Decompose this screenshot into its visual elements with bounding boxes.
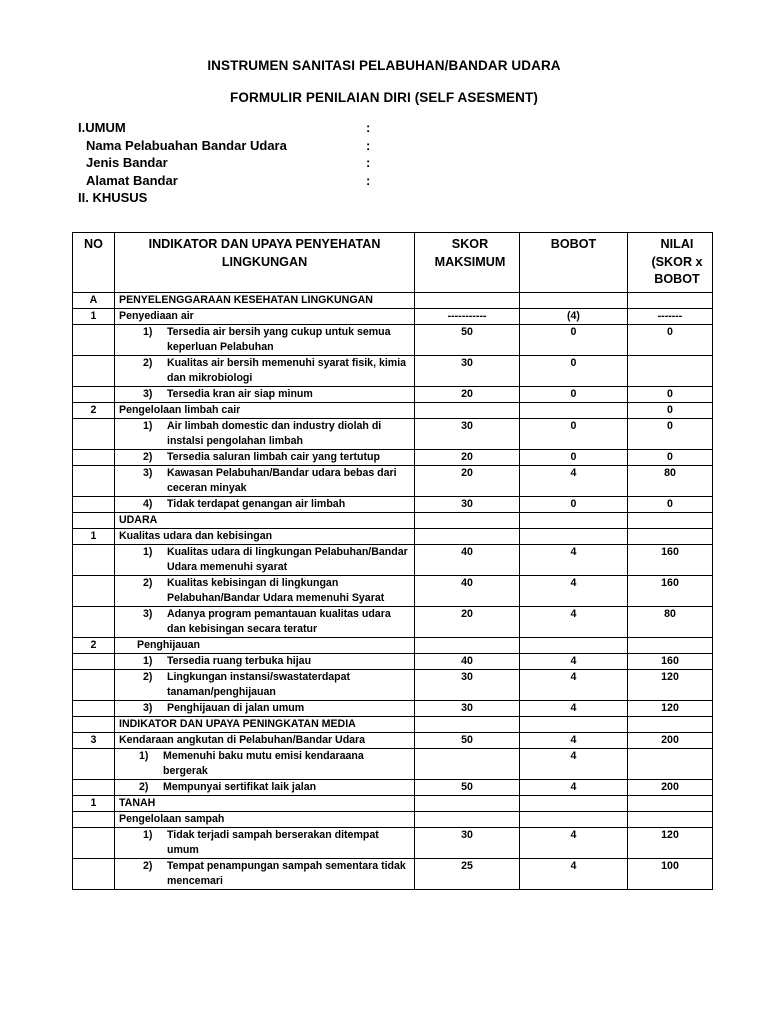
section-text: UDARA [119, 513, 158, 526]
row-indikator [115, 858, 415, 889]
row-indikator [115, 512, 415, 528]
item-index: 3) [143, 387, 153, 400]
row-number [73, 779, 115, 795]
row-number: 3 [73, 732, 115, 748]
row-nilai: 160 [628, 653, 713, 669]
info-label: I.UMUM [78, 120, 126, 135]
info-label: Nama Pelabuahan Bandar Udara [86, 137, 287, 153]
row-skor: 50 [415, 732, 520, 748]
row-nilai [628, 637, 713, 653]
row-bobot: 4 [520, 669, 628, 700]
item-index: 1) [139, 749, 149, 762]
section-text: INDIKATOR DAN UPAYA PENINGKATAN MEDIA [119, 717, 356, 730]
row-indikator [115, 355, 415, 386]
row-number [73, 606, 115, 637]
row-skor [415, 716, 520, 732]
column-header-skor: SKOR MAKSIMUM [415, 233, 520, 293]
row-number: 1 [73, 308, 115, 324]
row-nilai [628, 748, 713, 779]
item-text: Tidak terjadi sampah berserakan ditempat umum [167, 828, 379, 856]
info-colon: : [366, 120, 371, 135]
row-nilai: 0 [628, 324, 713, 355]
row-number [73, 748, 115, 779]
table-row [73, 449, 713, 465]
row-indikator [115, 292, 415, 308]
item-index: 2) [143, 859, 153, 872]
row-indikator [115, 732, 415, 748]
info-label: II. KHUSUS [78, 190, 148, 205]
row-skor [415, 528, 520, 544]
section-text: Pengelolaan sampah [119, 812, 225, 825]
row-indikator [115, 402, 415, 418]
item-index: 2) [139, 780, 149, 793]
row-skor [415, 811, 520, 827]
item-text: Kualitas air bersih memenuhi syarat fisik, kimia dan mikrobiologi [167, 356, 407, 384]
item-text: Tersedia air bersih yang cukup untuk semua keperluan Pelabuhan [167, 325, 391, 353]
row-bobot [520, 811, 628, 827]
row-number: A [73, 292, 115, 308]
row-bobot [520, 402, 628, 418]
item-index: 1) [143, 325, 153, 338]
row-nilai: 160 [628, 544, 713, 575]
row-skor: 50 [415, 324, 520, 355]
section-text: PENYELENGGARAAN KESEHATAN LINGKUNGAN [119, 293, 373, 306]
row-skor: 20 [415, 606, 520, 637]
row-indikator [115, 465, 415, 496]
row-bobot: 4 [520, 465, 628, 496]
row-number [73, 669, 115, 700]
row-skor [415, 637, 520, 653]
row-skor: 40 [415, 544, 520, 575]
row-bobot: (4) [520, 308, 628, 324]
table-row [73, 465, 713, 496]
row-nilai: 80 [628, 465, 713, 496]
row-bobot [520, 637, 628, 653]
row-indikator [115, 606, 415, 637]
table-row [73, 700, 713, 716]
table-header-row [73, 233, 713, 293]
table-row [73, 779, 713, 795]
column-header-no: NO [73, 233, 115, 293]
row-bobot: 0 [520, 324, 628, 355]
item-index: 1) [143, 419, 153, 432]
row-indikator [115, 811, 415, 827]
table-row [73, 795, 713, 811]
info-colon: : [366, 155, 371, 170]
item-index: 1) [143, 545, 153, 558]
row-indikator [115, 324, 415, 355]
item-text: Kualitas kebisingan di lingkungan Pelabuhan/Bandar Udara memenuhi Syarat [167, 576, 385, 604]
row-indikator [115, 795, 415, 811]
row-indikator [115, 496, 415, 512]
row-indikator [115, 544, 415, 575]
row-nilai: 200 [628, 779, 713, 795]
row-nilai: 120 [628, 700, 713, 716]
item-index: 2) [143, 356, 153, 369]
item-text: Lingkungan instansi/swastaterdapat tanaman/penghijauan [167, 670, 351, 698]
row-skor: 40 [415, 575, 520, 606]
row-number [73, 827, 115, 858]
row-number [73, 544, 115, 575]
table-row [73, 355, 713, 386]
row-number [73, 700, 115, 716]
row-nilai: 100 [628, 858, 713, 889]
table-row [73, 716, 713, 732]
item-text: Tidak terdapat genangan air limbah [167, 497, 346, 510]
table-row [73, 653, 713, 669]
row-nilai [628, 355, 713, 386]
row-number: 1 [73, 795, 115, 811]
row-indikator [115, 386, 415, 402]
section-text: Penghijauan [137, 638, 200, 651]
row-nilai: 0 [628, 449, 713, 465]
row-skor [415, 748, 520, 779]
table-row [73, 748, 713, 779]
row-bobot: 4 [520, 748, 628, 779]
row-bobot: 0 [520, 496, 628, 512]
row-number [73, 355, 115, 386]
row-nilai: 80 [628, 606, 713, 637]
info-row [78, 119, 378, 137]
row-indikator [115, 418, 415, 449]
row-bobot [520, 716, 628, 732]
item-index: 1) [143, 654, 153, 667]
row-skor: ----------- [415, 308, 520, 324]
item-index: 3) [143, 466, 153, 479]
row-nilai: ------- [628, 308, 713, 324]
row-indikator [115, 528, 415, 544]
item-index: 2) [143, 576, 153, 589]
item-index: 2) [143, 670, 153, 683]
document-title: INSTRUMEN SANITASI PELABUHAN/BANDAR UDARA [207, 58, 561, 73]
row-number [73, 465, 115, 496]
row-skor [415, 512, 520, 528]
table-row [73, 606, 713, 637]
row-number [73, 418, 115, 449]
row-bobot: 0 [520, 386, 628, 402]
info-colon [366, 189, 378, 207]
row-number [73, 512, 115, 528]
table-row [73, 544, 713, 575]
row-skor: 30 [415, 700, 520, 716]
form-subtitle: FORMULIR PENILAIAN DIRI (SELF ASESMENT) [230, 90, 538, 105]
row-skor: 20 [415, 449, 520, 465]
row-nilai: 120 [628, 669, 713, 700]
column-header-bobot: BOBOT [520, 233, 628, 293]
row-indikator [115, 779, 415, 795]
row-bobot: 4 [520, 827, 628, 858]
table-row [73, 386, 713, 402]
row-indikator [115, 449, 415, 465]
item-text: Penghijauan di jalan umum [167, 701, 305, 714]
section-text: Kualitas udara dan kebisingan [119, 529, 273, 542]
item-text: Kualitas udara di lingkungan Pelabuhan/Bandar Udara memenuhi syarat [167, 545, 408, 573]
row-indikator [115, 637, 415, 653]
table-row [73, 496, 713, 512]
row-nilai [628, 811, 713, 827]
item-text: Adanya program pemantauan kualitas udara dan kebisingan secara teratur [167, 607, 391, 635]
row-skor [415, 795, 520, 811]
row-number [73, 449, 115, 465]
row-number [73, 386, 115, 402]
row-skor: 20 [415, 386, 520, 402]
row-bobot [520, 292, 628, 308]
row-skor [415, 292, 520, 308]
row-number [73, 858, 115, 889]
row-bobot: 0 [520, 355, 628, 386]
row-number: 1 [73, 528, 115, 544]
row-number [73, 496, 115, 512]
info-row [78, 172, 378, 190]
table-row [73, 858, 713, 889]
column-header-nilai: NILAI (SKOR x BOBOT [628, 233, 713, 293]
item-index: 1) [143, 828, 153, 841]
row-bobot: 4 [520, 544, 628, 575]
row-bobot: 4 [520, 653, 628, 669]
row-bobot [520, 795, 628, 811]
row-skor: 30 [415, 827, 520, 858]
row-bobot [520, 528, 628, 544]
item-index: 3) [143, 701, 153, 714]
row-nilai: 0 [628, 496, 713, 512]
row-nilai: 0 [628, 402, 713, 418]
row-skor [415, 402, 520, 418]
row-nilai [628, 528, 713, 544]
row-number [73, 324, 115, 355]
item-text: Air limbah domestic dan industry diolah di instalsi pengolahan limbah [167, 419, 382, 447]
row-bobot: 0 [520, 449, 628, 465]
table-row [73, 637, 713, 653]
row-indikator [115, 748, 415, 779]
row-skor: 20 [415, 465, 520, 496]
section-text: Penyediaan air [119, 309, 194, 322]
table-row [73, 528, 713, 544]
table-row [73, 418, 713, 449]
row-bobot: 4 [520, 575, 628, 606]
table-row [73, 669, 713, 700]
table-row [73, 402, 713, 418]
item-text: Tempat penampungan sampah sementara tidak mencemari [167, 859, 406, 887]
item-index: 4) [143, 497, 153, 510]
row-skor: 30 [415, 496, 520, 512]
info-row [78, 137, 378, 155]
item-text: Kawasan Pelabuhan/Bandar udara bebas dari ceceran minyak [167, 466, 397, 494]
row-nilai: 0 [628, 418, 713, 449]
item-text: Memenuhi baku mutu emisi kendaraana bergerak [163, 749, 364, 777]
row-nilai [628, 292, 713, 308]
item-text: Tersedia saluran limbah cair yang tertutup [167, 450, 380, 463]
table-row [73, 732, 713, 748]
row-number: 2 [73, 637, 115, 653]
general-info-section [78, 119, 378, 207]
row-nilai: 200 [628, 732, 713, 748]
row-nilai [628, 716, 713, 732]
row-bobot: 4 [520, 732, 628, 748]
row-indikator [115, 827, 415, 858]
table-row [73, 292, 713, 308]
row-indikator [115, 716, 415, 732]
table-row [73, 512, 713, 528]
item-index: 3) [143, 607, 153, 620]
info-colon: : [366, 137, 371, 153]
assessment-table [72, 232, 713, 890]
item-text: Tersedia kran air siap minum [167, 387, 313, 400]
row-skor: 30 [415, 418, 520, 449]
row-bobot: 4 [520, 606, 628, 637]
row-bobot [520, 512, 628, 528]
section-text: TANAH [119, 796, 156, 809]
row-bobot: 0 [520, 418, 628, 449]
row-bobot: 4 [520, 779, 628, 795]
row-skor: 30 [415, 669, 520, 700]
row-skor: 50 [415, 779, 520, 795]
info-label: Alamat Bandar [86, 172, 178, 188]
row-indikator [115, 700, 415, 716]
row-number: 2 [73, 402, 115, 418]
item-text: Tersedia ruang terbuka hijau [167, 654, 312, 667]
row-number [73, 716, 115, 732]
table-row [73, 575, 713, 606]
row-nilai: 120 [628, 827, 713, 858]
row-nilai [628, 512, 713, 528]
row-nilai: 0 [628, 386, 713, 402]
row-number [73, 653, 115, 669]
row-skor: 25 [415, 858, 520, 889]
item-index: 2) [143, 450, 153, 463]
section-text: Pengelolaan limbah cair [119, 403, 241, 416]
row-bobot: 4 [520, 700, 628, 716]
info-label: Jenis Bandar [86, 155, 168, 170]
row-number [73, 575, 115, 606]
section-text: Kendaraan angkutan di Pelabuhan/Bandar Udara [119, 733, 366, 746]
row-bobot: 4 [520, 858, 628, 889]
row-nilai: 160 [628, 575, 713, 606]
row-indikator [115, 653, 415, 669]
row-nilai [628, 795, 713, 811]
table-row [73, 324, 713, 355]
table-row [73, 827, 713, 858]
table-row [73, 811, 713, 827]
item-text: Mempunyai sertifikat laik jalan [163, 780, 317, 793]
info-colon: : [366, 172, 371, 188]
info-row [78, 154, 378, 172]
row-skor: 30 [415, 355, 520, 386]
row-indikator [115, 669, 415, 700]
row-number [73, 811, 115, 827]
info-row [78, 189, 378, 207]
row-indikator [115, 575, 415, 606]
column-header-indikator: INDIKATOR DAN UPAYA PENYEHATAN LINGKUNGAN [115, 233, 415, 293]
table-row [73, 308, 713, 324]
row-indikator [115, 308, 415, 324]
row-skor: 40 [415, 653, 520, 669]
